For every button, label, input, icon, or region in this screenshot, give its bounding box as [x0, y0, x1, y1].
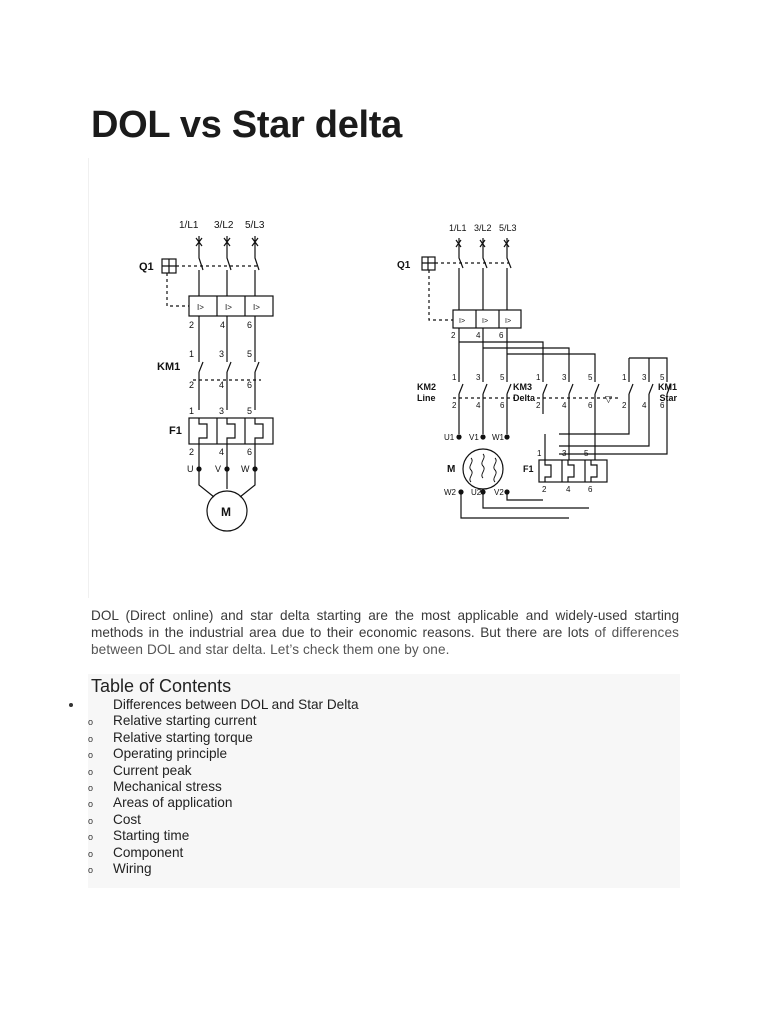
svg-text:U: U [187, 464, 194, 474]
svg-text:I>: I> [505, 318, 512, 325]
svg-text:3/L2: 3/L2 [474, 223, 492, 233]
dol-supply-l3: 5/L3 [245, 220, 265, 231]
svg-text:4: 4 [219, 380, 225, 390]
svg-text:3: 3 [562, 449, 567, 458]
svg-text:I>: I> [225, 303, 232, 312]
svg-text:2: 2 [536, 401, 541, 410]
svg-text:2: 2 [542, 485, 547, 494]
svg-text:1: 1 [452, 373, 457, 382]
toc-item-mechanical-stress[interactable]: o Mechanical stress [88, 779, 359, 795]
svg-text:1: 1 [537, 449, 542, 458]
svg-text:6: 6 [247, 447, 253, 457]
dol-pin-4: 4 [220, 320, 226, 330]
svg-text:I>: I> [197, 303, 204, 312]
toc-item-relative-starting-torque[interactable]: o Relative starting torque [88, 730, 359, 746]
toc-title: Table of Contents [91, 676, 232, 696]
dol-diagram [139, 220, 273, 531]
svg-text:5: 5 [247, 406, 253, 416]
svg-text:W: W [241, 464, 250, 474]
toc-item-operating-principle[interactable]: o Operating principle [88, 746, 359, 762]
svg-text:1/L1: 1/L1 [449, 223, 467, 233]
svg-text:5: 5 [660, 373, 665, 382]
svg-text:Line: Line [417, 393, 436, 403]
toc-item-wiring[interactable]: o Wiring [88, 861, 359, 877]
intro-paragraph [91, 607, 679, 658]
dol-breaker-label: Q1 [139, 261, 154, 273]
svg-text:1: 1 [189, 406, 195, 416]
svg-text:3: 3 [219, 406, 225, 416]
svg-text:5/L3: 5/L3 [499, 223, 517, 233]
svg-text:V2: V2 [494, 488, 504, 497]
svg-text:5: 5 [584, 449, 589, 458]
svg-text:2: 2 [452, 401, 457, 410]
svg-text:4: 4 [642, 401, 647, 410]
svg-text:5: 5 [247, 349, 253, 359]
svg-text:5: 5 [500, 373, 505, 382]
svg-text:2: 2 [622, 401, 627, 410]
table-of-contents [88, 674, 680, 888]
svg-text:I>: I> [459, 318, 466, 325]
svg-text:6: 6 [500, 401, 505, 410]
svg-text:4: 4 [476, 331, 481, 340]
svg-text:3: 3 [642, 373, 647, 382]
svg-text:KM1: KM1 [657, 382, 677, 392]
svg-text:M: M [447, 464, 456, 475]
toc-item-differences[interactable]: Differences between DOL and Star Delta [88, 697, 359, 713]
svg-text:KM2: KM2 [417, 382, 437, 392]
svg-text:▽: ▽ [605, 394, 612, 404]
svg-text:6: 6 [588, 485, 593, 494]
toc-item-current-peak[interactable]: o Current peak [88, 763, 359, 779]
dol-supply-l1: 1/L1 [179, 220, 199, 231]
page-title: DOL vs Star delta [91, 104, 402, 146]
toc-item-relative-starting-current[interactable]: o Relative starting current [88, 713, 359, 729]
svg-text:W1: W1 [492, 433, 504, 442]
svg-text:4: 4 [219, 447, 225, 457]
svg-text:4: 4 [566, 485, 571, 494]
svg-text:4: 4 [476, 401, 481, 410]
dol-supply-l2: 3/L2 [214, 220, 234, 231]
svg-text:Delta: Delta [513, 393, 536, 403]
svg-text:KM3: KM3 [513, 382, 533, 392]
svg-text:6: 6 [588, 401, 593, 410]
svg-text:W2: W2 [444, 488, 456, 497]
svg-text:Q1: Q1 [397, 260, 411, 271]
wiring-diagram-image [88, 158, 681, 598]
svg-text:U1: U1 [444, 433, 455, 442]
svg-text:1: 1 [622, 373, 627, 382]
svg-text:6: 6 [660, 401, 665, 410]
dol-pin-2: 2 [189, 320, 195, 330]
dol-motor-label: M [221, 505, 231, 519]
svg-text:F1: F1 [523, 464, 534, 474]
toc-item-starting-time[interactable]: o Starting time [88, 828, 359, 844]
dol-pin-6: 6 [247, 320, 253, 330]
svg-text:I>: I> [253, 303, 260, 312]
svg-text:3: 3 [476, 373, 481, 382]
svg-text:Star: Star [659, 393, 677, 403]
star-delta-diagram [397, 223, 677, 518]
toc-sublist [88, 713, 359, 877]
svg-text:1: 1 [189, 349, 195, 359]
svg-text:1: 1 [536, 373, 541, 382]
svg-text:I>: I> [482, 318, 489, 325]
svg-text:U2: U2 [471, 488, 482, 497]
svg-text:6: 6 [247, 380, 253, 390]
svg-text:V: V [215, 464, 222, 474]
dol-contactor-label: KM1 [157, 361, 181, 373]
toc-item-component[interactable]: o Component [88, 845, 359, 861]
svg-text:2: 2 [189, 447, 195, 457]
svg-text:2: 2 [189, 380, 195, 390]
svg-text:5: 5 [588, 373, 593, 382]
intro-tail-text: of differences between DOL and star delta. Let’s check them one by one. [91, 625, 680, 657]
toc-list [88, 697, 359, 877]
svg-text:6: 6 [499, 331, 504, 340]
svg-text:3: 3 [219, 349, 225, 359]
toc-item-areas-of-application[interactable]: o Areas of application [88, 795, 359, 811]
svg-text:4: 4 [562, 401, 567, 410]
intro-main-text: DOL (Direct online) and star delta starting are the most applicable and widely-used starting methods in the industrial area due to their economic reasons. But there are lots [91, 608, 679, 640]
toc-item-cost[interactable]: o Cost [88, 812, 359, 828]
svg-text:V1: V1 [469, 433, 479, 442]
svg-text:3: 3 [562, 373, 567, 382]
svg-text:2: 2 [451, 331, 456, 340]
dol-overload-label: F1 [169, 425, 182, 437]
